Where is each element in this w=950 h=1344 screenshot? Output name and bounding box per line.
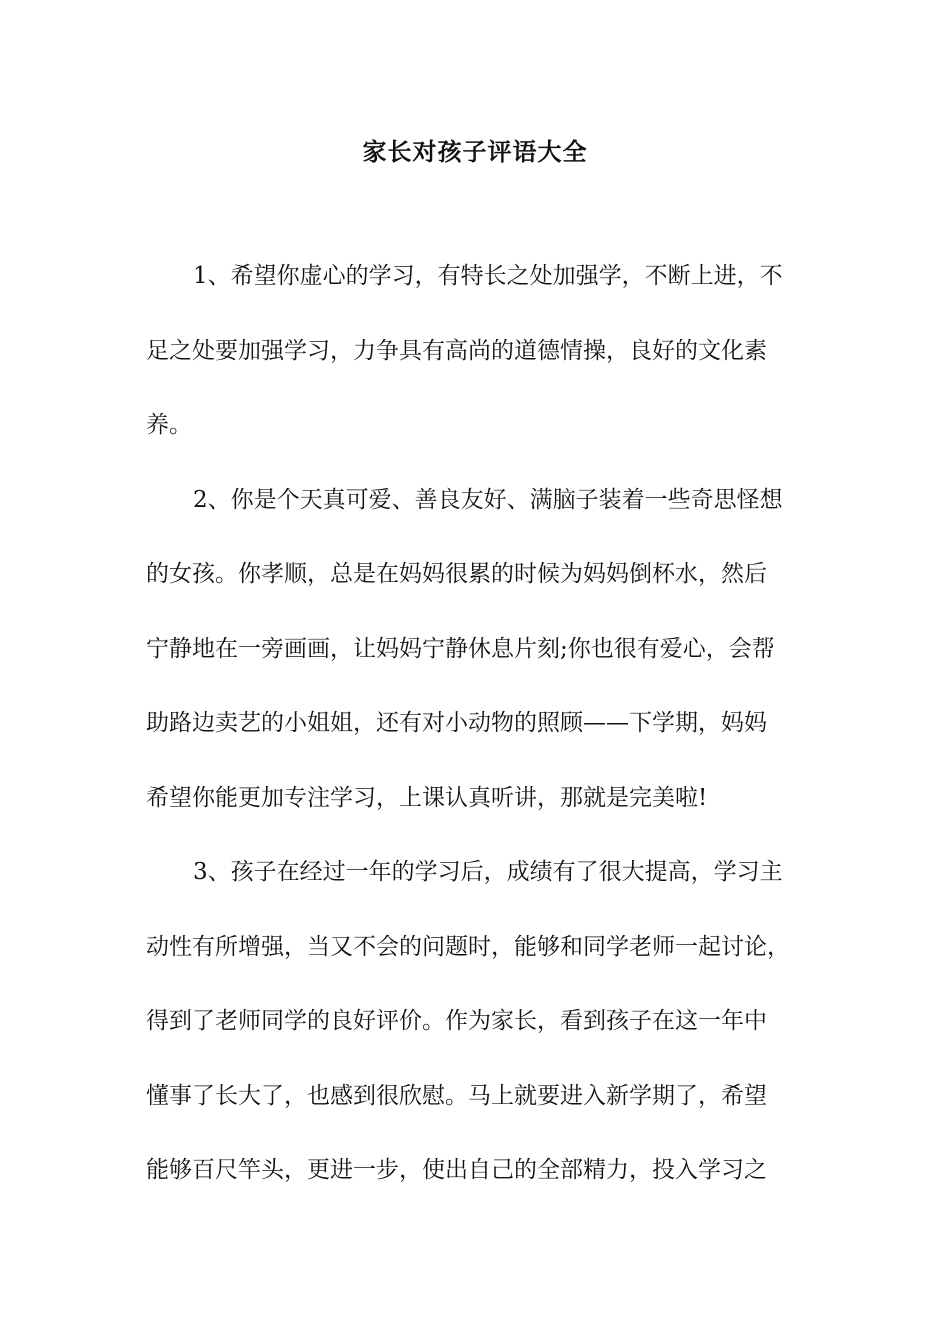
text-line: 助路边卖艺的小姐姐，还有对小动物的照顾——下学期，妈妈 bbox=[146, 710, 767, 736]
text-line: 动性有所增强，当又不会的问题时，能够和同学老师一起讨论， bbox=[146, 934, 790, 960]
text-line: 的女孩。你孝顺，总是在妈妈很累的时候为妈妈倒杯水，然后 bbox=[146, 561, 767, 587]
text-line: 得到了老师同学的良好评价。作为家长，看到孩子在这一年中 bbox=[146, 1008, 767, 1034]
text-line: 能够百尺竿头，更进一步，使出自己的全部精力，投入学习之 bbox=[146, 1157, 767, 1183]
text-line: 足之处要加强学习，力争具有高尚的道德情操，良好的文化素 bbox=[146, 338, 767, 364]
text-line: 养。 bbox=[146, 412, 192, 438]
text-line: 1、希望你虚心的学习，有特长之处加强学，不断上进，不 bbox=[193, 263, 783, 289]
text-line: 宁静地在一旁画画，让妈妈宁静休息片刻;你也很有爱心，会帮 bbox=[146, 636, 775, 662]
text-line: 2、你是个天真可爱、善良友好、满脑子装着一些奇思怪想 bbox=[193, 487, 783, 513]
text-line: 3、孩子在经过一年的学习后，成绩有了很大提高，学习主 bbox=[193, 859, 783, 885]
text-line: 希望你能更加专注学习，上课认真听讲，那就是完美啦! bbox=[146, 785, 708, 811]
text-line: 懂事了长大了，也感到很欣慰。马上就要进入新学期了，希望 bbox=[146, 1083, 767, 1109]
document-title: 家长对孩子评语大全 bbox=[362, 137, 588, 166]
